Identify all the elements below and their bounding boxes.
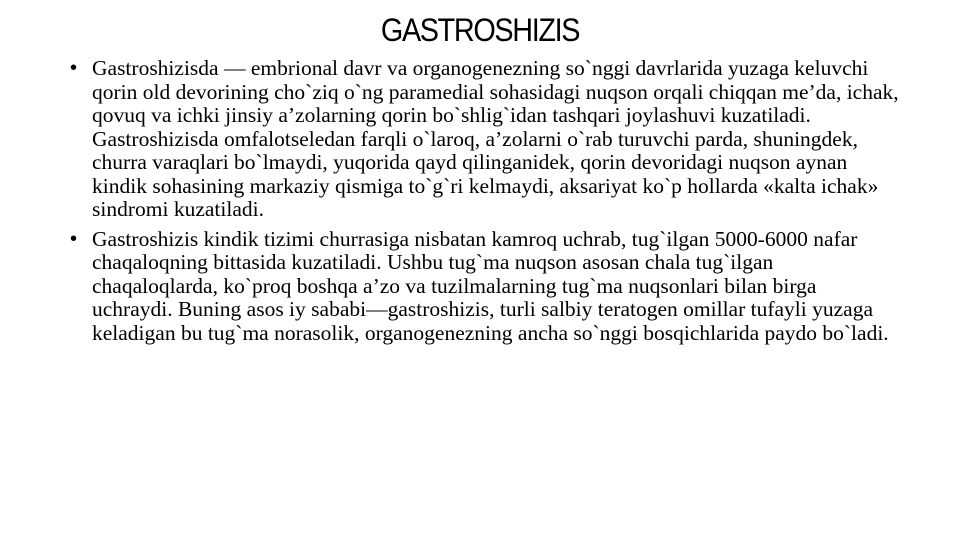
bullet-dot-icon: • [70,227,78,250]
bullet-list [70,57,900,351]
bullet-item [70,228,900,346]
bullet-text: Gastroshizisda — embrional davr va organogenezning so`nggi davrlarida yuzaga keluvchi qorin old devorining cho`ziq o`ng paramedial sohasidagi nuqson orqali chiqqan me’da, ichak, qovuq va ichki jinsiy a’zolarning qorin bo`shlig`idan tashqari joylashuvi kuzatiladi. Gastroshizisda omfalotseledan farqli o`laroq, a’zolarni o`rab turuvchi parda, shuningdek, churra varaqlari bo`lmaydi, yuqorida qayd qilinganidek, qorin devoridagi nuqson aynan kindik sohasining markaziy qismiga to`g`ri kelmaydi, aksariyat ko`p hollarda «kalta ichak» sindromi kuzatiladi. [92,56,899,221]
bullet-item [70,57,900,222]
bullet-dot-icon: • [70,57,78,79]
slide-title: GASTROSHIZIS [380,12,580,48]
bullet-text: Gastroshizis kindik tizimi churrasiga nisbatan kamroq uchrab, tug`ilgan 5000-6000 nafar chaqaloqning bittasida kuzatiladi. Ushbu tug`ma nuqson asosan chala tug`ilgan chaqaloqlarda, ko`proq boshqa a’zo va tuzilmalarning tug`ma nuqsonlari bilan birga uchraydi. Buning asos iy sababi—gastroshizis, turli salbiy teratogen omillar tufayli yuzaga keladigan bu tug`ma norasolik, organogenezning ancha so`nggi bosqichlarida paydo bo`ladi. [92,226,889,345]
